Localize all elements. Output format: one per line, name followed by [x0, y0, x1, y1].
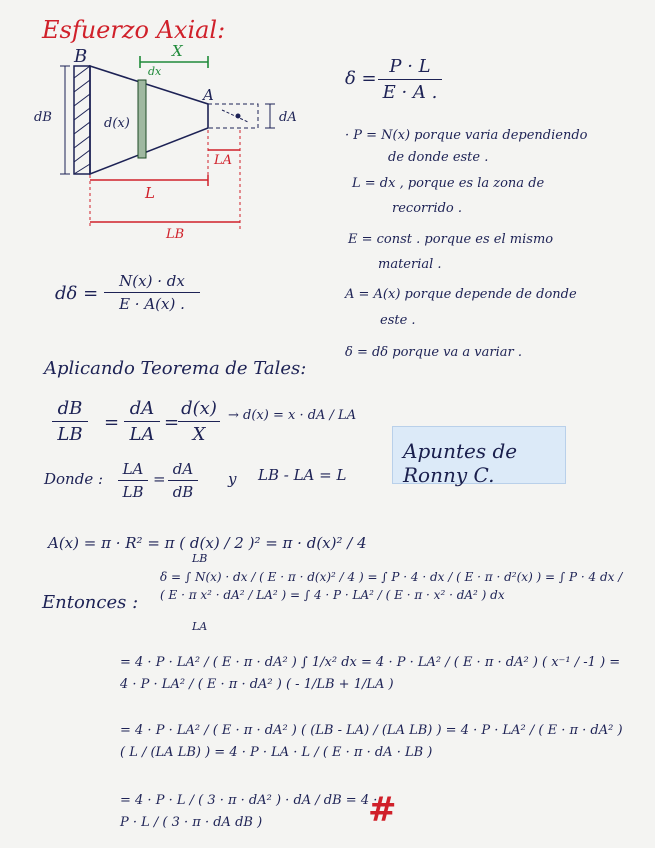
diagram-label-dx: dx: [148, 65, 162, 78]
tales-fraction-2: [124, 398, 160, 445]
delta-den: E · A .: [382, 82, 438, 103]
ddelta-fraction: [104, 272, 200, 313]
tales-f1-den: LB: [57, 424, 83, 445]
equals-sign: =: [104, 412, 120, 433]
diagram-label-db: dB: [34, 110, 52, 125]
donde-relation: LB - LA = L: [258, 466, 347, 484]
equals-sign: =: [153, 470, 166, 488]
delta-fraction: [378, 56, 442, 103]
integral-line-1: δ = ∫ N(x) · dx / ( E · π · d(x)² / 4 ) = ∫ P · 4 · dx / ( E · π · d²(x) ) = ∫ P · 4 dx / ( E · π x² · dA² / LA² ) = ∫ 4 · P · LA² / ( E · π · x² · dA² ) dx: [160, 570, 623, 602]
donde-f2-den: dB: [172, 483, 194, 501]
tales-fraction-3: [178, 398, 220, 445]
note-line: A = A(x) porque depende de donde: [345, 287, 577, 302]
limit-low: LA: [192, 620, 208, 633]
note-line: material .: [378, 257, 442, 272]
delta-num: P · L: [389, 56, 431, 77]
ddelta-lhs: dδ =: [55, 283, 99, 304]
ddelta-num: N(x) · dx: [119, 272, 185, 290]
diagram-label-a: A: [203, 86, 214, 104]
note-line: de donde este .: [388, 150, 489, 165]
diagram-label-lb: LB: [166, 227, 185, 242]
donde-f1-num: LA: [122, 460, 144, 478]
tales-f3-num: d(x): [181, 398, 217, 419]
note-line: δ = dδ porque va a variar .: [345, 345, 522, 360]
note-line: · P = N(x) porque varia dependiendo: [345, 128, 588, 143]
entonces-label: Entonces :: [42, 592, 139, 613]
diagram-label-x: X: [172, 42, 183, 60]
integral-line-2: = 4 · P · LA² / ( E · π · dA² ) ∫ 1/x² dx = 4 · P · LA² / ( E · π · dA² ) ( x⁻¹ / -1 ) = 4 · P · LA² / ( E · π · dA² ) ( - 1/LB + 1/LA ): [120, 655, 621, 692]
note-line: L = dx , porque es la zona de: [352, 176, 545, 191]
tales-f1-num: dB: [57, 398, 83, 419]
donde-y: y: [228, 470, 237, 488]
final-result-mark: #: [368, 790, 397, 830]
signature-box: [392, 426, 566, 487]
ddelta-den: E · A(x) .: [119, 295, 185, 313]
donde-fraction-2: [168, 460, 198, 501]
donde-f2-num: dA: [172, 460, 194, 478]
signature-text: Apuntes de Ronny C.: [403, 439, 518, 487]
diagram-label-dxh: d(x): [104, 116, 130, 131]
page-title: Esfuerzo Axial:: [42, 16, 226, 44]
tales-f3-den: X: [192, 424, 206, 445]
note-line: recorrido .: [392, 201, 463, 216]
area-formula: A(x) = π · R² = π ( d(x) / 2 )² = π · d(x)² / 4: [48, 534, 367, 552]
note-line: E = const . porque es el mismo: [348, 232, 554, 247]
donde-fraction-1: [118, 460, 148, 501]
diagram-label-da: dA: [279, 110, 297, 125]
tales-fraction-1: [52, 398, 88, 445]
tales-f2-num: dA: [129, 398, 155, 419]
note-line: este .: [380, 313, 416, 328]
integral-line-3: = 4 · P · LA² / ( E · π · dA² ) ( (LB - LA) / (LA LB) ) = 4 · P · LA² / ( E · π · dA² ) ( L / (LA LB) ) = 4 · P · LA · L / ( E · π · dA · LB ): [120, 723, 623, 760]
diagram-label-la: LA: [214, 153, 233, 168]
tales-heading: Aplicando Teorema de Tales:: [44, 358, 307, 379]
diagram-label-l: L: [145, 184, 155, 202]
tales-f2-den: LA: [129, 424, 155, 445]
limit-high: LB: [192, 552, 208, 565]
donde-label: Donde :: [44, 470, 104, 488]
delta-lhs: δ =: [345, 68, 377, 89]
diagram-label-b: B: [74, 46, 88, 67]
tales-result: → d(x) = x · dA / LA: [228, 408, 357, 423]
equals-sign: =: [164, 412, 180, 433]
donde-f1-den: LB: [122, 483, 144, 501]
integral-line-4: = 4 · P · L / ( 3 · π · dA² ) · dA / dB = 4 · P · L / ( 3 · π · dA dB ): [120, 793, 378, 830]
